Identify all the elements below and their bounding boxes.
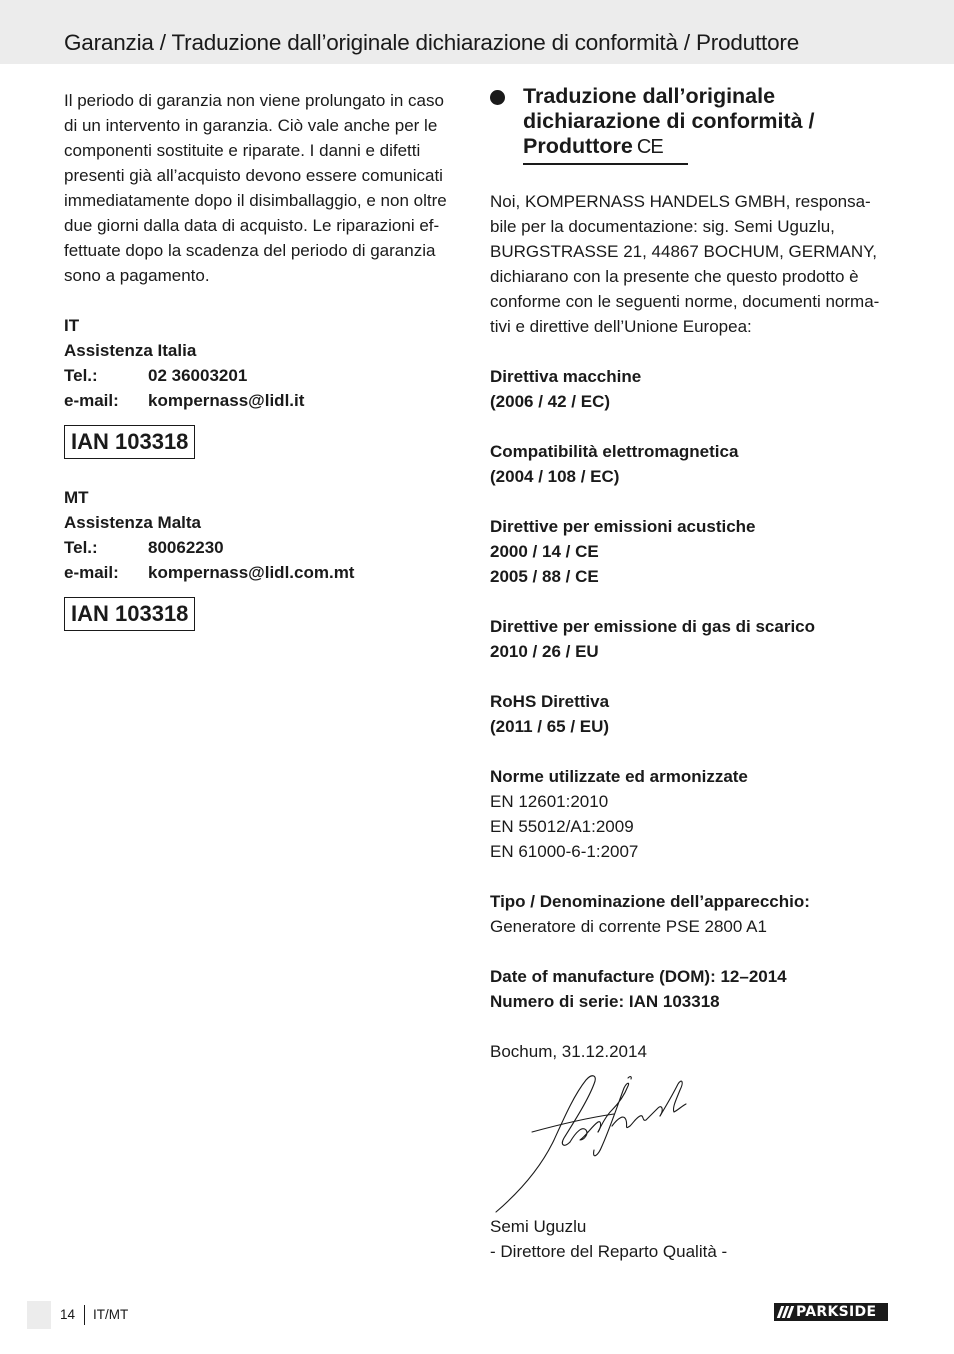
directive-code: (2011 / 65 / EU) — [490, 716, 610, 736]
language-code: IT/MT — [93, 1307, 129, 1322]
ian-box: IAN 103318 — [64, 425, 195, 459]
email-value[interactable]: kompernass@lidl.com.mt — [148, 563, 355, 582]
country-code: IT — [64, 316, 80, 335]
noise-directive — [490, 514, 900, 589]
page-title: Garanzia / Traduzione dall’originale dichiarazione di conformità / Produttore — [64, 30, 800, 55]
serial-number: Numero di serie: IAN 103318 — [490, 991, 720, 1011]
country-code: MT — [64, 488, 89, 507]
service-malta — [64, 485, 464, 631]
email-row — [64, 388, 464, 413]
machine-directive — [490, 364, 900, 414]
place-date: Bochum, 31.12.2014 — [490, 1041, 647, 1061]
directive-code: (2006 / 42 / EC) — [490, 391, 611, 411]
heading-line: dichiarazione di conformità / — [523, 109, 815, 133]
paragraph-line: presenti già all’acquisto devono essere comunicati — [64, 166, 443, 185]
directive-code: 2000 / 14 / CE — [490, 541, 599, 561]
paragraph-line: dichiarano con la presente che questo prodotto è — [490, 266, 859, 286]
declaration-intro — [490, 189, 900, 339]
standard-item: EN 55012/A1:2009 — [490, 816, 634, 836]
directive-code: 2005 / 88 / CE — [490, 566, 599, 586]
footer-marker — [27, 1301, 51, 1329]
warranty-paragraph — [64, 88, 464, 288]
phone-row — [64, 535, 464, 560]
footer-divider — [84, 1305, 85, 1325]
paragraph-line: bile per la documentazione: sig. Semi Uguzlu, — [490, 216, 835, 236]
left-column — [64, 88, 464, 631]
paragraph-line: componenti sostituite e riparate. I danni e difetti — [64, 141, 421, 160]
brand-name: PARKSIDE — [796, 1304, 877, 1320]
directive-title: Direttiva macchine — [490, 366, 642, 386]
paragraph-line: di un intervento in garanzia. Ciò vale anche per le — [64, 116, 438, 135]
directive-title: Compatibilità elettromagnetica — [490, 441, 739, 461]
directive-title: Direttive per emissioni acustiche — [490, 516, 756, 536]
heading-line-3 — [523, 134, 900, 160]
directive-title: RoHS Direttiva — [490, 691, 610, 711]
device-type-value: Generatore di corrente PSE 2800 A1 — [490, 916, 767, 936]
emc-directive — [490, 439, 900, 489]
date-of-manufacture: Date of manufacture (DOM): 12–2014 — [490, 966, 787, 986]
standards-heading: Norme utilizzate ed armonizzate — [490, 766, 748, 786]
paragraph-line: Il periodo di garanzia non viene prolungato in caso — [64, 91, 444, 110]
phone-value: 02 36003201 — [148, 366, 248, 385]
phone-label: Tel.: — [64, 538, 98, 557]
service-name: Assistenza Malta — [64, 513, 201, 532]
paragraph-line: conforme con le seguenti norme, documenti norma- — [490, 291, 880, 311]
service-name: Assistenza Italia — [64, 341, 197, 360]
directive-code: (2004 / 108 / EC) — [490, 466, 620, 486]
directive-code: 2010 / 26 / EU — [490, 641, 599, 661]
rohs-directive — [490, 689, 900, 739]
signer-role: - Direttore del Reparto Qualità - — [490, 1241, 728, 1261]
paragraph-line: due giorni dalla data di acquisto. Le riparazioni ef- — [64, 216, 440, 235]
exhaust-directive — [490, 614, 900, 664]
heading-line: Produttore — [523, 134, 633, 158]
directive-title: Direttive per emissione di gas di scarico — [490, 616, 816, 636]
brand-stripes-icon — [774, 1303, 796, 1321]
signature-image — [494, 1070, 694, 1215]
ian-box: IAN 103318 — [64, 597, 195, 631]
brand-logo — [774, 1303, 888, 1321]
phone-label: Tel.: — [64, 366, 98, 385]
section-heading — [490, 84, 900, 160]
paragraph-line: BURGSTRASSE 21, 44867 BOCHUM, GERMANY, — [490, 241, 878, 261]
ce-mark-icon: CE — [636, 136, 663, 158]
signer-name: Semi Uguzlu — [490, 1216, 587, 1236]
paragraph-line: Noi, KOMPERNASS HANDELS GMBH, responsa- — [490, 191, 871, 211]
email-label: e-mail: — [64, 563, 119, 582]
heading-line: Traduzione dall’originale — [523, 84, 776, 108]
phone-value: 80062230 — [148, 538, 224, 557]
page-number: 14 — [60, 1307, 76, 1322]
manufacture-block — [490, 964, 900, 1014]
standards-block — [490, 764, 900, 864]
paragraph-line: tivi e direttive dell’Unione Europea: — [490, 316, 752, 336]
device-type-block — [490, 889, 900, 939]
email-label: e-mail: — [64, 391, 119, 410]
standard-item: EN 61000-6-1:2007 — [490, 841, 639, 861]
email-value[interactable]: kompernass@lidl.it — [148, 391, 305, 410]
device-type-heading: Tipo / Denominazione dell’apparecchio: — [490, 891, 810, 911]
paragraph-line: immediatamente dopo il disimballaggio, e non oltre — [64, 191, 447, 210]
standard-item: EN 12601:2010 — [490, 791, 609, 811]
phone-row — [64, 363, 464, 388]
service-italy — [64, 313, 464, 459]
paragraph-line: fettuate dopo la scadenza del periodo di garanzia — [64, 241, 436, 260]
paragraph-line: sono a pagamento. — [64, 266, 210, 285]
email-row — [64, 560, 464, 585]
bullet-icon — [490, 90, 505, 105]
